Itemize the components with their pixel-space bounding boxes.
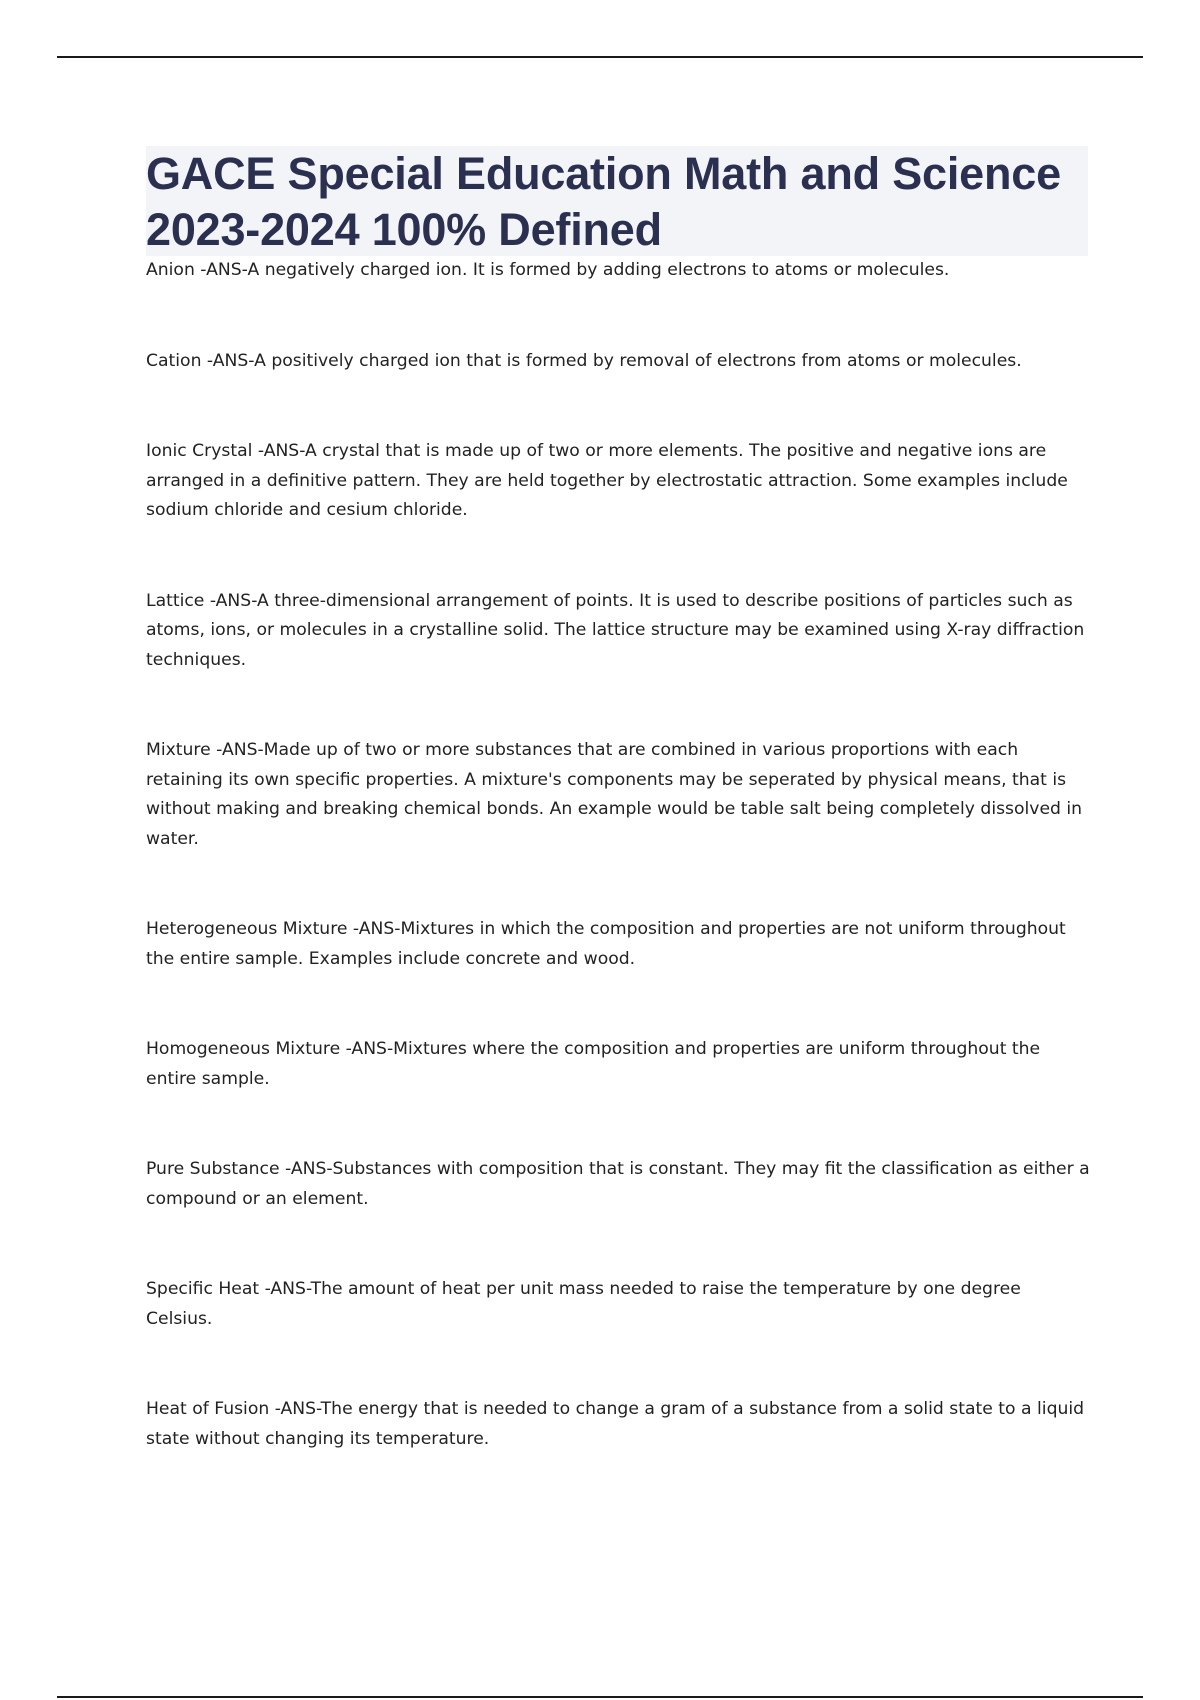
definition-entry-mixture: Mixture -ANS-Made up of two or more substances that are combined in various proportions with each retaining its own specific properties. A mixture's components may be seperated by physical means, that is without making and breaking chemical bonds. An example would be table salt being completely dissolved in water.	[146, 740, 1083, 849]
definition-entry-cation: Cation -ANS-A positively charged ion that is formed by removal of electrons from atoms or molecules.	[146, 350, 1022, 371]
definition-entry-heat-of-fusion: Heat of Fusion -ANS-The energy that is needed to change a gram of a substance from a solid state to a liquid state without changing its temperature.	[146, 1399, 1085, 1449]
definition-entry-homogeneous-mixture: Homogeneous Mixture -ANS-Mixtures where the composition and properties are uniform throughout the entire sample.	[146, 1039, 1041, 1089]
document-title: GACE Special Education Math and Science 2023-2024 100% Defined	[146, 148, 1061, 255]
definition-entry-anion: Anion -ANS-A negatively charged ion. It is formed by adding electrons to atoms or molecules.	[146, 260, 950, 280]
definition-entry-pure-substance: Pure Substance -ANS-Substances with composition that is constant. They may fit the classification as either a compound or an element.	[146, 1159, 1090, 1209]
title-block	[146, 146, 1088, 256]
definition-list	[146, 256, 1091, 1454]
definition-entry-heterogeneous-mixture: Heterogeneous Mixture -ANS-Mixtures in which the composition and properties are not uniform throughout the entire sample. Examples include concrete and wood.	[146, 919, 1066, 969]
bottom-divider	[57, 1696, 1143, 1698]
definition-entry-specific-heat: Specific Heat -ANS-The amount of heat per unit mass needed to raise the temperature by one degree Celsius.	[146, 1279, 1021, 1329]
definition-entry-ionic-crystal: Ionic Crystal -ANS-A crystal that is made up of two or more elements. The positive and negative ions are arranged in a definitive pattern. They are held together by electrostatic attraction. Some examples include sodium chloride and cesium chloride.	[146, 441, 1068, 520]
top-divider	[57, 56, 1143, 58]
definition-entry-lattice: Lattice -ANS-A three-dimensional arrangement of points. It is used to describe positions of particles such as atoms, ions, or molecules in a crystalline solid. The lattice structure may be examined using X-ray diffraction techniques.	[146, 590, 1085, 670]
